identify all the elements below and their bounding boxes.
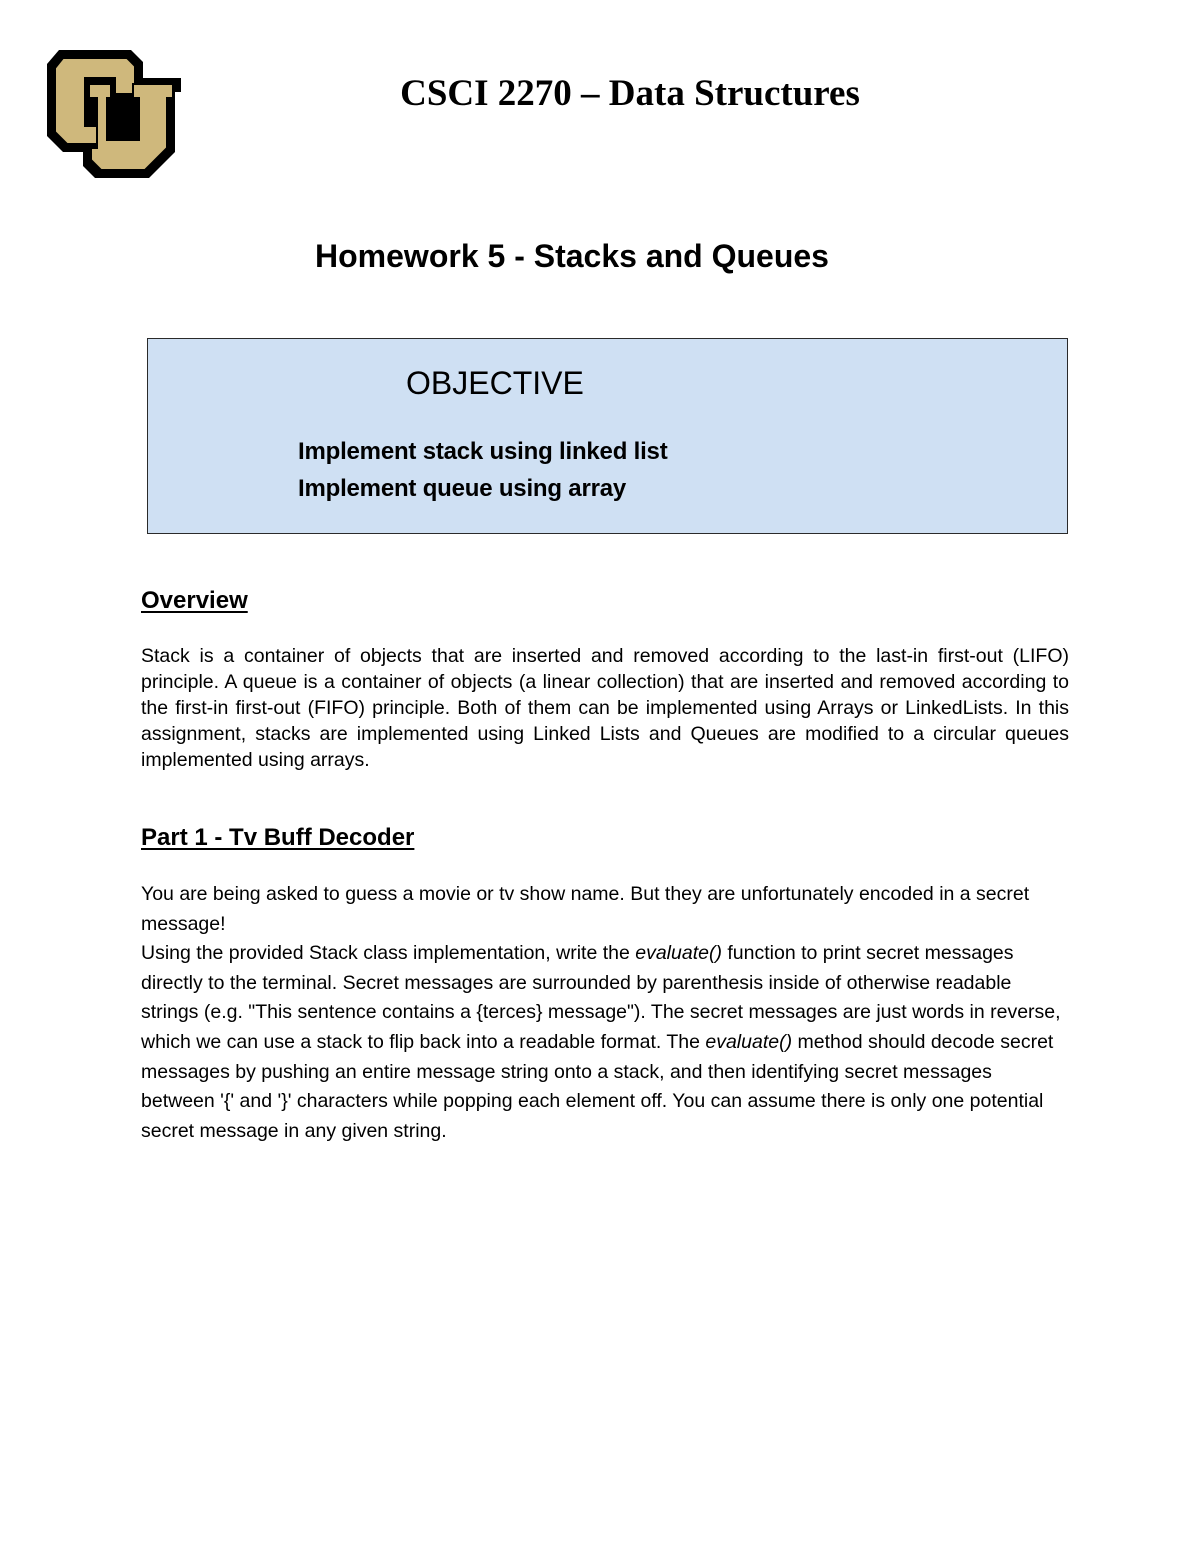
part1-instructions (141, 939, 1069, 1146)
homework-title: Homework 5 - Stacks and Queues (315, 238, 829, 274)
objective-item: Implement stack using linked list (298, 438, 668, 465)
objective-box (147, 338, 1068, 534)
part1-heading: Part 1 - Tv Buff Decoder (141, 824, 415, 851)
evaluate-function-name: evaluate() (705, 1030, 793, 1053)
evaluate-function-name: evaluate() (635, 942, 722, 965)
objective-item: Implement queue using array (298, 475, 627, 502)
part1-text-a: Using the provided Stack class implementation, write the (141, 942, 636, 965)
objective-list (298, 433, 668, 507)
logo-inner (113, 104, 131, 134)
overview-paragraph: Stack is a container of objects that are inserted and removed according to the last-in first-out (LIFO) principle. A queue is a container of objects (a linear collection) that are inserted and removed according to the first-in first-out (FIFO) principle. Both of them can be implemented using Arrays or LinkedLists. In this assignment, stacks are implemented using Linked Lists and Queues are modified to a circular queues implemented using arrays. (141, 645, 1069, 771)
part1-text-c: method should decode secret messages by pushing an entire message string onto a stack, and then identifying secret messages between '{' and '}' characters while popping each element off. You can assume there is only one potential secret message in any given string. (141, 1030, 1054, 1142)
part1-text-b: function to print secret messages directly to the terminal. Secret messages are surrounded by parenthesis inside of otherwise readable strings (e.g. "This sentence contains a {terces} message"). The secret messages are just words in reverse, which we can use a stack to flip back into a readable format. The (141, 942, 1061, 1053)
part1-body (141, 880, 1069, 1146)
objective-heading: OBJECTIVE (406, 365, 584, 401)
overview-heading: Overview (141, 587, 248, 614)
cu-logo (45, 48, 183, 180)
course-title: CSCI 2270 – Data Structures (400, 73, 860, 114)
part1-intro: You are being asked to guess a movie or tv show name. But they are unfortunately encoded in a secret message! (141, 883, 1030, 935)
